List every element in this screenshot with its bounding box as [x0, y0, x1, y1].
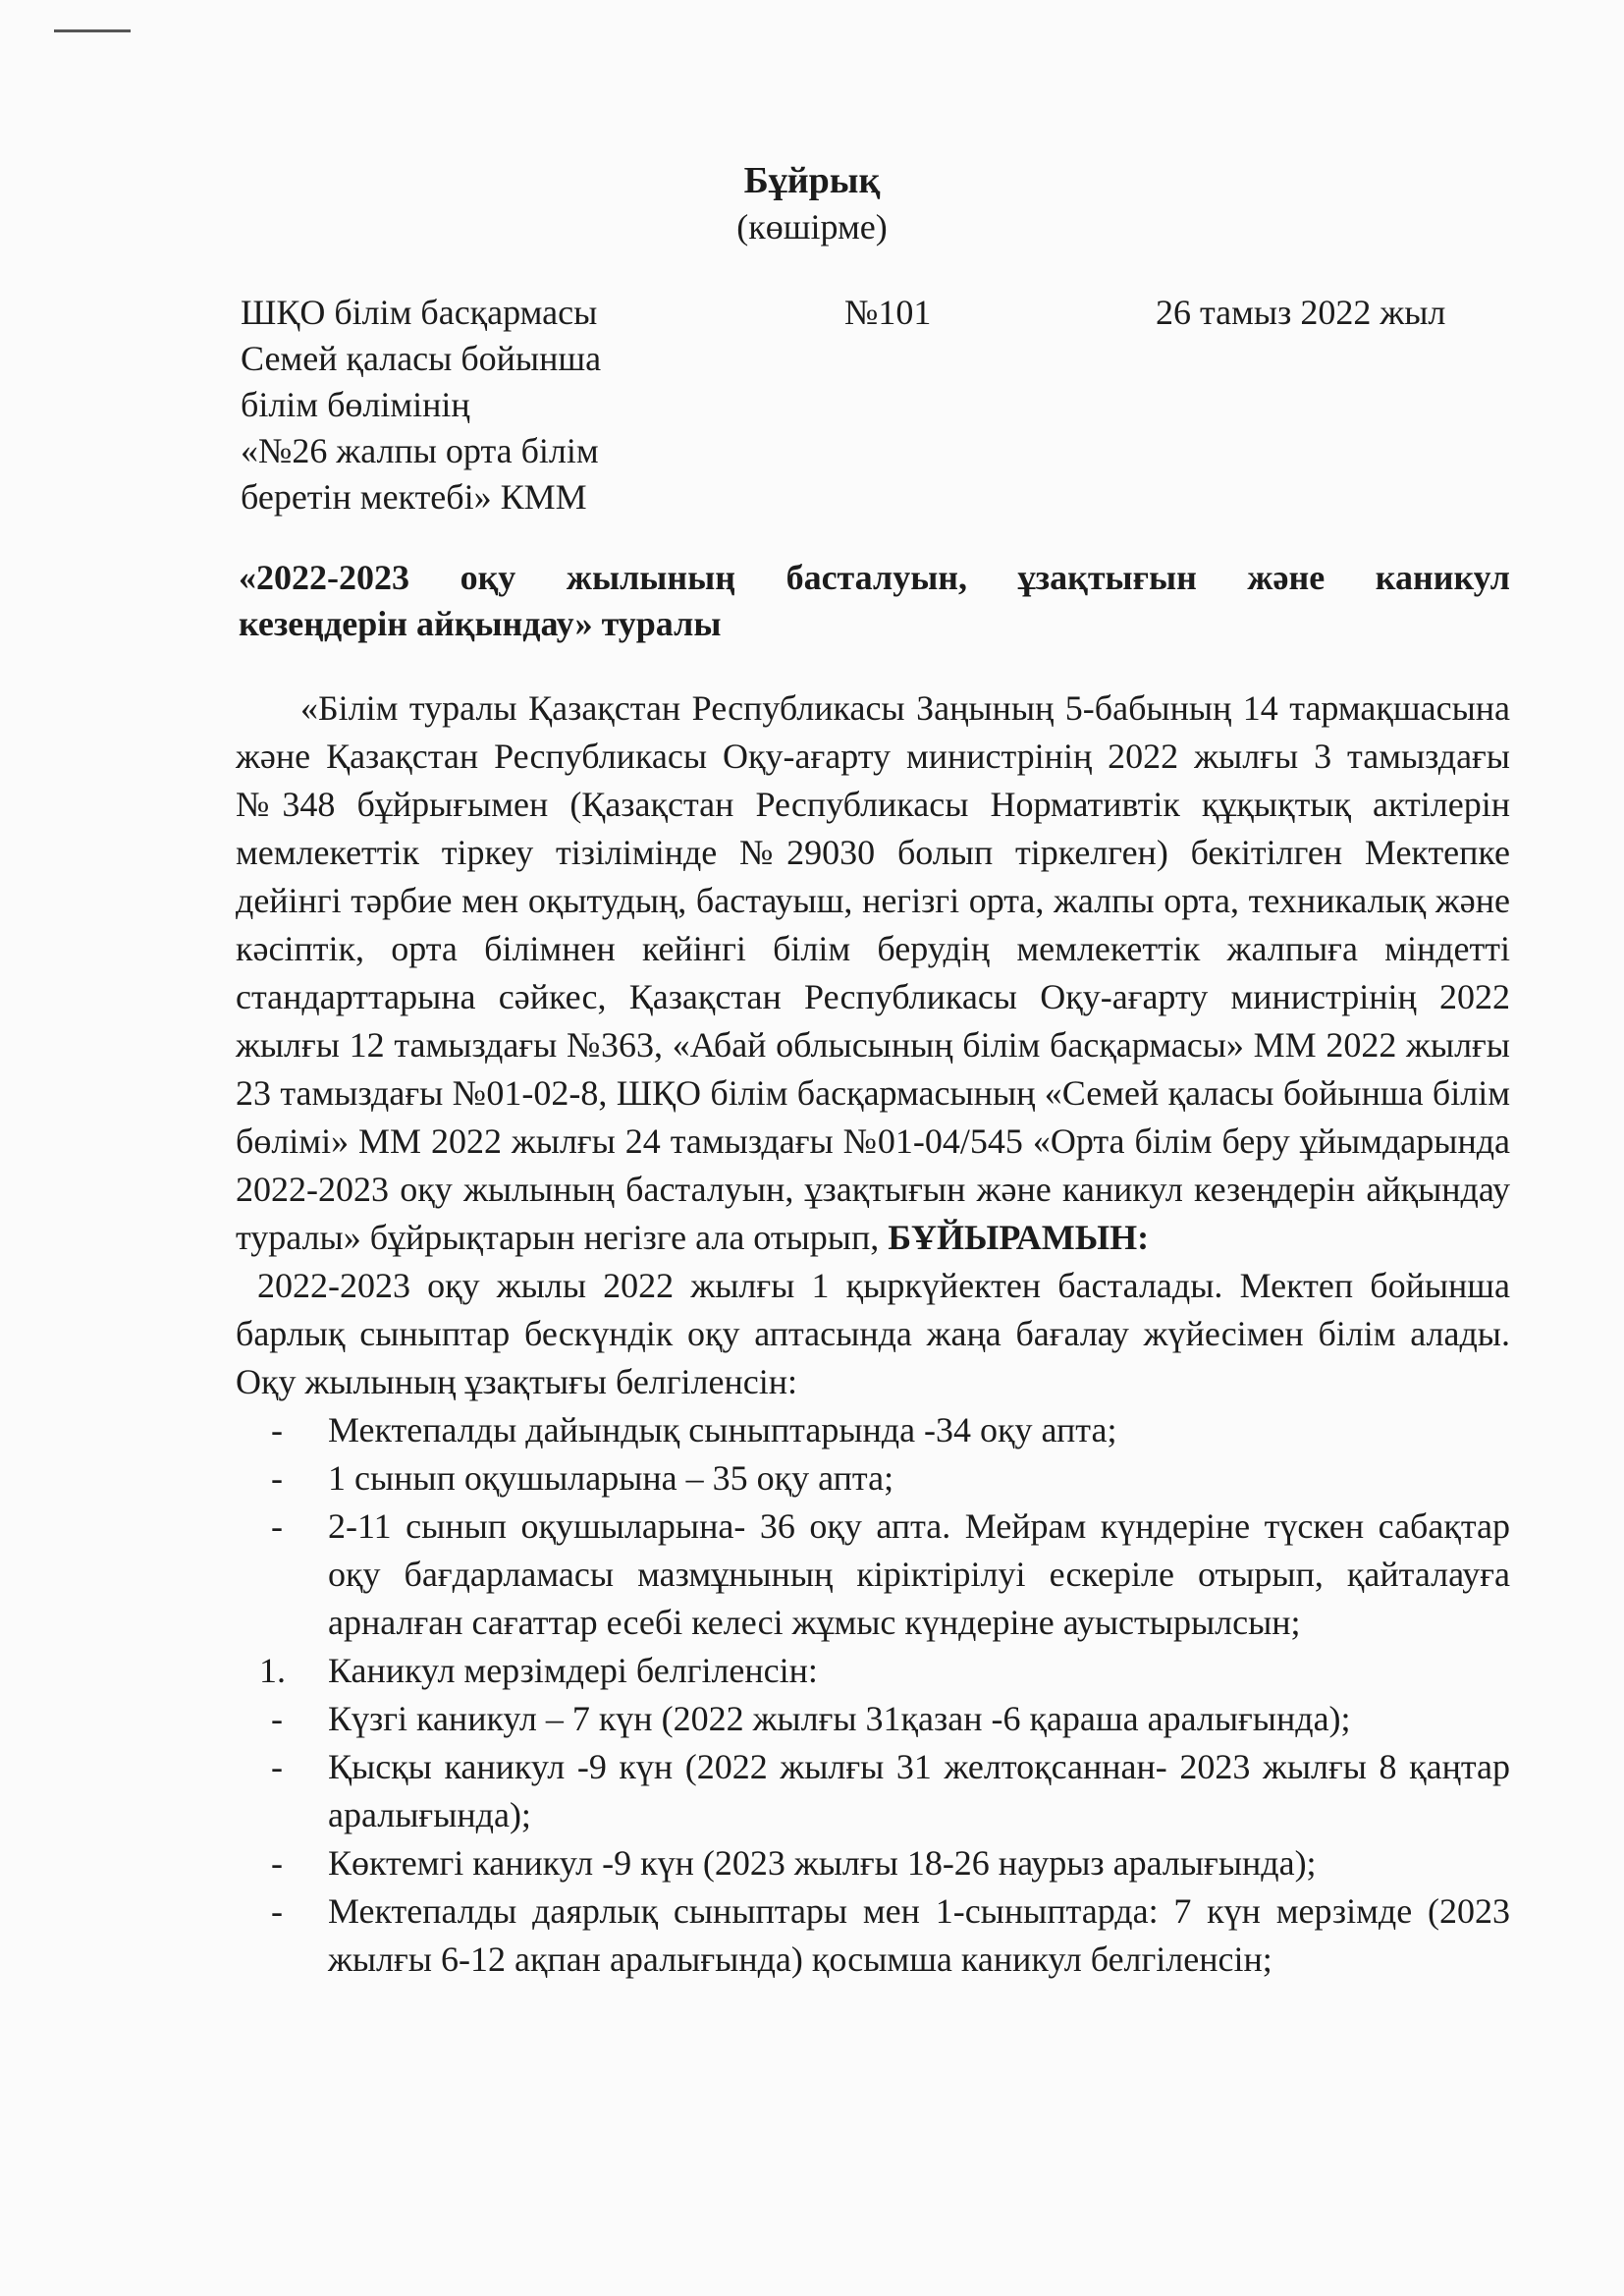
list-marker: - — [271, 1747, 283, 1786]
list-marker: - — [271, 1506, 283, 1546]
list-item — [236, 1695, 1510, 1743]
list-item — [236, 1743, 1510, 1839]
organization-line: білім бөлімінің — [241, 385, 470, 424]
document-title: Бұйрық — [743, 160, 881, 201]
organization-line: беретін мектебі» КММ — [241, 477, 587, 517]
list-item-text: Мектепалды дайындық сыныптарында -34 оқу апта; — [328, 1410, 1117, 1449]
preamble-text: «Білім туралы Қазақстан Республикасы Заңының 5-бабының 14 тармақшасына және Қазақстан Республикасы Оқу-ағарту министрінің 2022 жылғы 3 тамыздағы №348 бұйрығымен (Қазақстан Республикасы Нормативтік құқықтық актілерін мемлекеттік тіркеу тізілімінде №29030 болып тіркелген) бекітілген Мектепке дейінгі тәрбие мен оқытудың, бастауыш, негізгі орта, жалпы орта, техникалық және кәсіптік, орта білімнен кейінгі білім берудің мемлекеттік жалпыға міндетті стандарттарына сәйкес, Қазақстан Республикасы Оқу-ағарту министрінің 2022 жылғы 12 тамыздағы №363, «Абай облысының білім басқармасы» ММ 2022 жылғы 23 тамыздағы №01-02-8, ШҚО білім басқармасының «Семей қаласы бойынша білім бөлімі» ММ 2022 жылғы 24 тамыздағы №01-04/545 «Орта білім беру ұйымдарында 2022-2023 оқу жылының басталуын, ұзақтығын және каникул кезеңдерін айқындау туралы» бұйрықтарын негізге ала отырып, — [236, 688, 1510, 1257]
list-item-text: 1 сынып оқушыларына – 35 оқу апта; — [328, 1458, 894, 1498]
document-subtitle: (көшірме) — [736, 207, 888, 246]
heading-line: «2022-2023 оқу жылының басталуын, ұзақтығын және каникул — [239, 558, 1510, 597]
organization-line: «№26 жалпы орта білім — [241, 431, 599, 470]
heading-line: кезеңдерін айқындау» туралы — [239, 604, 722, 643]
list-item — [236, 1406, 1510, 1454]
list-marker: - — [271, 1891, 283, 1931]
list-marker: - — [271, 1843, 283, 1883]
order-number: №101 — [844, 293, 932, 332]
list-item — [236, 1887, 1510, 1984]
scan-mark — [54, 29, 131, 32]
preamble-paragraph — [236, 684, 1510, 1262]
list-item-text: 2-11 сынып оқушыларына- 36 оқу апта. Мейрам күндеріне түскен сабақтар оқу бағдарламасы мазмұнының кіріктірілуі ескеріле отырып, қайталауға арналған сағаттар есебі келесі жұмыс күндеріне ауыстырылсын; — [328, 1506, 1510, 1642]
organization-line: Семей қаласы бойынша — [241, 339, 602, 378]
list-marker: - — [271, 1699, 283, 1738]
document-body — [236, 684, 1510, 1984]
order-heading — [239, 555, 1510, 647]
list-item-text: Күзгі каникул – 7 күн (2022 жылғы 31қазан -6 қараша аралығында); — [328, 1699, 1351, 1738]
list-item — [236, 1454, 1510, 1503]
numbered-item-text: Каникул мерзімдері белгіленсін: — [328, 1651, 818, 1690]
list-item-text: Қысқы каникул -9 күн (2022 жылғы 31 желтоқсаннан- 2023 жылғы 8 қаңтар аралығында); — [328, 1747, 1510, 1834]
list-marker: - — [271, 1458, 283, 1498]
list-item-text: Көктемгі каникул -9 күн (2023 жылғы 18-26 наурыз аралығында); — [328, 1843, 1317, 1883]
list-item-text: Мектепалды даярлық сыныптары мен 1-сыныптарда: 7 күн мерзімде (2023 жылғы 6-12 ақпан аралығында) қосымша каникул белгіленсін; — [328, 1891, 1510, 1979]
start-paragraph: 2022-2023 оқу жылы 2022 жылғы 1 қыркүйектен басталады. Мектеп бойынша барлық сыныптар бескүндік оқу аптасында жаңа бағалау жүйесімен білім алады. Оқу жылының ұзақтығы белгіленсін: — [236, 1266, 1510, 1401]
list-item — [236, 1839, 1510, 1887]
list-item — [236, 1503, 1510, 1647]
organization-block — [241, 290, 653, 520]
organization-line: ШҚО білім басқармасы — [241, 293, 598, 332]
list-marker: - — [271, 1410, 283, 1449]
numbered-item — [236, 1647, 1510, 1695]
command-word: БҰЙЫРАМЫН: — [888, 1218, 1150, 1257]
order-date: 26 тамыз 2022 жыл — [1156, 293, 1446, 332]
list-number: 1. — [259, 1651, 286, 1690]
